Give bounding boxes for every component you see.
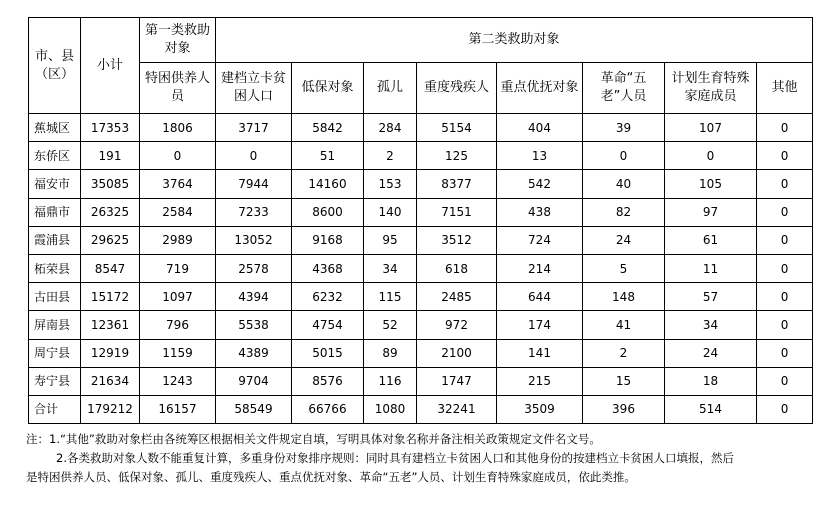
table-cell: 1243	[140, 367, 216, 395]
table-cell: 105	[665, 170, 757, 198]
table-row	[29, 367, 813, 395]
table-cell: 24	[665, 339, 757, 367]
table-cell: 644	[497, 283, 583, 311]
row-region-name: 福安市	[29, 170, 81, 198]
table-row	[29, 395, 813, 423]
table-cell: 35085	[81, 170, 140, 198]
table-cell: 12919	[81, 339, 140, 367]
table-cell: 8576	[292, 367, 364, 395]
table-cell: 107	[665, 114, 757, 142]
header-col-other: 其他	[757, 63, 813, 114]
header-col-tekun: 特困供养人员	[140, 63, 216, 114]
table-cell: 174	[497, 311, 583, 339]
table-cell: 1806	[140, 114, 216, 142]
table-cell: 16157	[140, 395, 216, 423]
row-region-name: 蕉城区	[29, 114, 81, 142]
table-cell: 3512	[417, 226, 497, 254]
table-cell: 179212	[81, 395, 140, 423]
footnotes	[26, 430, 816, 487]
table-cell: 95	[364, 226, 417, 254]
table-cell: 215	[497, 367, 583, 395]
table-row	[29, 170, 813, 198]
table-cell: 34	[364, 254, 417, 282]
table-cell: 8600	[292, 198, 364, 226]
table-cell: 17353	[81, 114, 140, 142]
table-cell: 12361	[81, 311, 140, 339]
table-cell: 3764	[140, 170, 216, 198]
row-region-name: 周宁县	[29, 339, 81, 367]
table-cell: 284	[364, 114, 417, 142]
table-row	[29, 254, 813, 282]
table-row	[29, 114, 813, 142]
table-cell: 0	[757, 339, 813, 367]
table-cell: 514	[665, 395, 757, 423]
table-cell: 15	[583, 367, 665, 395]
table-cell: 1747	[417, 367, 497, 395]
table-cell: 13	[497, 142, 583, 170]
table-cell: 2584	[140, 198, 216, 226]
table-cell: 7233	[216, 198, 292, 226]
table-cell: 116	[364, 367, 417, 395]
header-category-2: 第二类救助对象	[216, 18, 813, 63]
header-col-jihua: 计划生育特殊家庭成员	[665, 63, 757, 114]
table-cell: 972	[417, 311, 497, 339]
table-cell: 2578	[216, 254, 292, 282]
table-cell: 40	[583, 170, 665, 198]
table-cell: 4754	[292, 311, 364, 339]
table-cell: 0	[757, 170, 813, 198]
row-region-name: 东侨区	[29, 142, 81, 170]
table-cell: 5538	[216, 311, 292, 339]
table-cell: 141	[497, 339, 583, 367]
table-cell: 115	[364, 283, 417, 311]
table-cell: 9168	[292, 226, 364, 254]
header-row-1	[29, 18, 813, 63]
table-cell: 4368	[292, 254, 364, 282]
table-cell: 51	[292, 142, 364, 170]
table-cell: 97	[665, 198, 757, 226]
table-cell: 89	[364, 339, 417, 367]
header-col-guer: 孤儿	[364, 63, 417, 114]
table-cell: 0	[757, 226, 813, 254]
table-cell: 542	[497, 170, 583, 198]
header-col-jiandang: 建档立卡贫困人口	[216, 63, 292, 114]
table-cell: 0	[757, 142, 813, 170]
table-cell: 1080	[364, 395, 417, 423]
row-region-name: 福鼎市	[29, 198, 81, 226]
table-cell: 52	[364, 311, 417, 339]
table-cell: 58549	[216, 395, 292, 423]
table-cell: 1159	[140, 339, 216, 367]
table-cell: 2	[583, 339, 665, 367]
table-cell: 34	[665, 311, 757, 339]
table-cell: 11	[665, 254, 757, 282]
table-cell: 2485	[417, 283, 497, 311]
table-cell: 7151	[417, 198, 497, 226]
table-cell: 4389	[216, 339, 292, 367]
header-subtotal: 小计	[81, 18, 140, 114]
table-cell: 0	[583, 142, 665, 170]
header-row-2	[29, 63, 813, 114]
table-cell: 0	[757, 254, 813, 282]
table-cell: 0	[757, 395, 813, 423]
table-cell: 29625	[81, 226, 140, 254]
table-cell: 39	[583, 114, 665, 142]
table-cell: 9704	[216, 367, 292, 395]
row-region-name: 柘荣县	[29, 254, 81, 282]
table-cell: 13052	[216, 226, 292, 254]
table-cell: 0	[140, 142, 216, 170]
table-cell: 125	[417, 142, 497, 170]
table-cell: 0	[757, 114, 813, 142]
assistance-table-container	[28, 17, 812, 424]
table-row	[29, 142, 813, 170]
table-cell: 0	[757, 283, 813, 311]
assistance-table	[28, 17, 813, 424]
table-cell: 3717	[216, 114, 292, 142]
table-cell: 8377	[417, 170, 497, 198]
table-cell: 5154	[417, 114, 497, 142]
table-cell: 0	[757, 367, 813, 395]
table-cell: 0	[216, 142, 292, 170]
row-region-name: 合计	[29, 395, 81, 423]
table-cell: 438	[497, 198, 583, 226]
table-cell: 2	[364, 142, 417, 170]
table-cell: 2989	[140, 226, 216, 254]
table-cell: 618	[417, 254, 497, 282]
table-cell: 5	[583, 254, 665, 282]
table-cell: 148	[583, 283, 665, 311]
table-cell: 191	[81, 142, 140, 170]
table-cell: 21634	[81, 367, 140, 395]
table-cell: 719	[140, 254, 216, 282]
table-row	[29, 311, 813, 339]
table-cell: 7944	[216, 170, 292, 198]
header-col-wulao: 革命“五老”人员	[583, 63, 665, 114]
header-category-1: 第一类救助对象	[140, 18, 216, 63]
table-cell: 0	[757, 311, 813, 339]
header-col-dibao: 低保对象	[292, 63, 364, 114]
table-cell: 26325	[81, 198, 140, 226]
table-cell: 214	[497, 254, 583, 282]
table-row	[29, 226, 813, 254]
table-cell: 1097	[140, 283, 216, 311]
table-cell: 82	[583, 198, 665, 226]
header-region: 市、县（区）	[29, 18, 81, 114]
table-cell: 140	[364, 198, 417, 226]
table-cell: 2100	[417, 339, 497, 367]
table-cell: 5842	[292, 114, 364, 142]
row-region-name: 寿宁县	[29, 367, 81, 395]
table-cell: 24	[583, 226, 665, 254]
table-cell: 14160	[292, 170, 364, 198]
table-cell: 18	[665, 367, 757, 395]
table-cell: 396	[583, 395, 665, 423]
table-row	[29, 198, 813, 226]
table-row	[29, 283, 813, 311]
table-cell: 404	[497, 114, 583, 142]
table-cell: 8547	[81, 254, 140, 282]
table-cell: 0	[665, 142, 757, 170]
table-cell: 5015	[292, 339, 364, 367]
footnote-2b: 是特困供养人员、低保对象、孤儿、重度残疾人、重点优抚对象、革命“五老”人员、计划生育特殊家庭成员，依此类推。	[26, 470, 636, 484]
table-cell: 0	[757, 198, 813, 226]
table-row	[29, 339, 813, 367]
header-col-canji: 重度残疾人	[417, 63, 497, 114]
table-cell: 61	[665, 226, 757, 254]
table-cell: 66766	[292, 395, 364, 423]
footnote-2a: 2.各类救助对象人数不能重复计算，多重身份对象排序规则：同时具有建档立卡贫困人口和其他身份的按建档立卡贫困人口填报，然后	[56, 451, 734, 465]
footnote-1: 注：1.“其他”救助对象栏由各统筹区根据相关文件规定自填，写明具体对象名称并备注相关政策规定文件名文号。	[26, 432, 601, 446]
header-col-youfu: 重点优抚对象	[497, 63, 583, 114]
table-cell: 3509	[497, 395, 583, 423]
row-region-name: 古田县	[29, 283, 81, 311]
row-region-name: 屏南县	[29, 311, 81, 339]
table-cell: 724	[497, 226, 583, 254]
table-cell: 15172	[81, 283, 140, 311]
table-cell: 32241	[417, 395, 497, 423]
table-cell: 796	[140, 311, 216, 339]
table-cell: 41	[583, 311, 665, 339]
table-cell: 57	[665, 283, 757, 311]
table-cell: 6232	[292, 283, 364, 311]
table-cell: 4394	[216, 283, 292, 311]
table-cell: 153	[364, 170, 417, 198]
row-region-name: 霞浦县	[29, 226, 81, 254]
